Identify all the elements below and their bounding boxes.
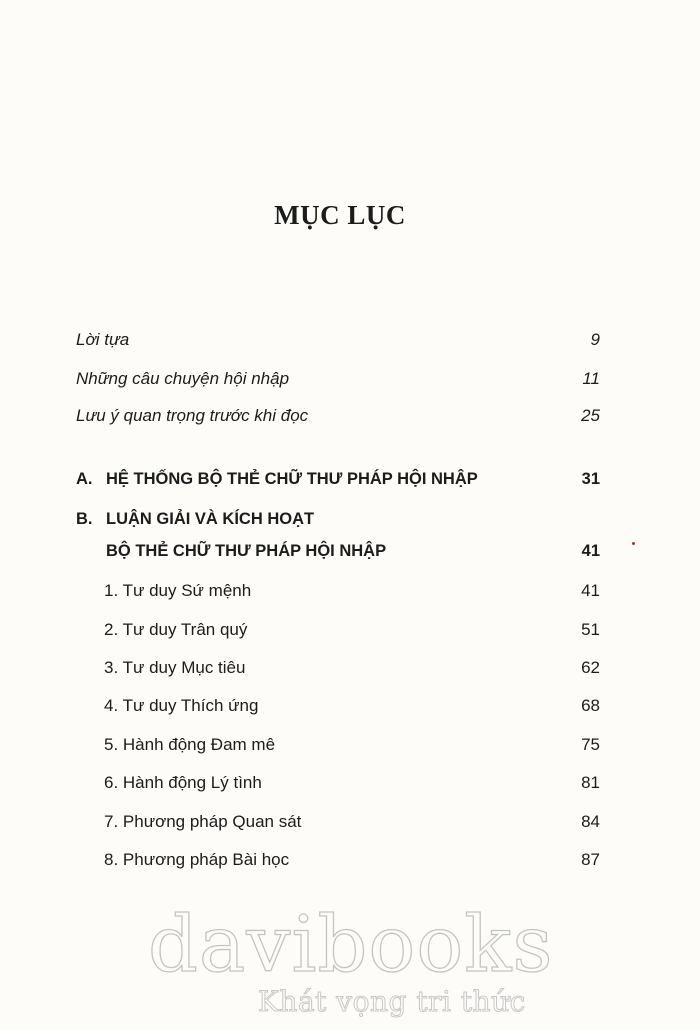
toc-subentry <box>104 773 600 793</box>
toc-entry <box>76 406 600 426</box>
toc-subentry <box>104 620 600 640</box>
toc-entry-page: 11 <box>582 369 600 388</box>
toc-section-a <box>76 470 600 489</box>
watermark-brand: davibooks <box>148 900 554 990</box>
toc-entry-page: 87 <box>581 850 600 869</box>
toc-entry-page: 41 <box>581 581 600 600</box>
toc-entry-page: 51 <box>581 620 600 639</box>
watermark-slogan: Khát vọng tri thức <box>258 985 526 1018</box>
section-title: LUẬN GIẢI VÀ KÍCH HOẠT <box>106 510 315 528</box>
toc-entry-label: 6. Hành động Lý tình <box>104 773 262 792</box>
toc-entry-page: 68 <box>581 696 600 715</box>
toc-subentry <box>104 696 600 716</box>
toc-entry-label: 3. Tư duy Mục tiêu <box>104 658 246 677</box>
toc-entry-page: 62 <box>581 658 600 677</box>
toc-entry-label: 1. Tư duy Sứ mệnh <box>104 581 252 600</box>
page-title: MỤC LỤC <box>274 200 406 230</box>
toc-entry <box>76 369 600 389</box>
toc-entry-label: 8. Phương pháp Bài học <box>104 850 290 869</box>
toc-section-b-line2 <box>76 542 600 561</box>
toc-entry-page: 41 <box>581 542 600 560</box>
toc-subentry <box>104 658 600 678</box>
toc-entry-page: 25 <box>581 406 600 425</box>
toc-subentry <box>104 812 600 832</box>
toc-entry-page: 81 <box>581 773 600 792</box>
toc-entry-label: Lời tựa <box>76 330 130 349</box>
section-title-continued: BỘ THẺ CHỮ THƯ PHÁP HỘI NHẬP <box>106 542 387 560</box>
toc-entry <box>76 330 600 350</box>
toc-entry-page: 84 <box>581 812 600 831</box>
toc-entry-label: 2. Tư duy Trân quý <box>104 620 248 639</box>
toc-entry-label: Lưu ý quan trọng trước khi đọc <box>76 406 309 425</box>
toc-entry-page: 75 <box>581 735 600 754</box>
toc-entry-label: 4. Tư duy Thích ứng <box>104 696 259 715</box>
ink-speck <box>632 542 635 545</box>
toc-entry-label: 7. Phương pháp Quan sát <box>104 812 302 831</box>
toc-entry-page: 31 <box>581 470 600 488</box>
toc-entry-label: 5. Hành động Đam mê <box>104 735 276 754</box>
toc-entry-label: Những câu chuyện hội nhập <box>76 369 290 388</box>
toc-subentry <box>104 581 600 601</box>
section-letter: A. <box>76 470 93 488</box>
toc-entry-page: 9 <box>590 330 600 349</box>
toc-section-b-line1 <box>76 510 314 529</box>
toc-subentry <box>104 850 600 870</box>
section-title: HỆ THỐNG BỘ THẺ CHỮ THƯ PHÁP HỘI NHẬP <box>106 470 478 488</box>
toc-subentry <box>104 735 600 755</box>
section-letter: B. <box>76 510 93 528</box>
